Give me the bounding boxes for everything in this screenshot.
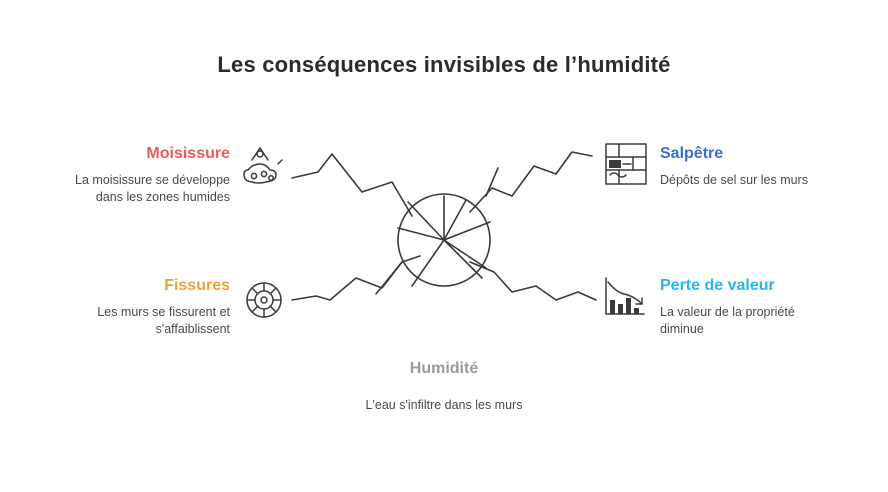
node-moisissure-description: La moisissure se développe dans les zones humides <box>75 173 230 204</box>
center-description: L'eau s'infiltre dans les murs <box>365 398 523 412</box>
center-label: Humidité <box>409 360 479 377</box>
node-moisissure-label: Moisissure <box>146 145 230 162</box>
mold-spores-icon <box>238 140 290 192</box>
node-salpetre[interactable] <box>660 144 840 189</box>
node-moisissure[interactable] <box>60 144 230 206</box>
node-perte-de-valeur-description: La valeur de la propriété diminue <box>660 305 795 336</box>
node-salpetre-label: Salpêtre <box>660 145 724 162</box>
node-salpetre-description: Dépôts de sel sur les murs <box>660 173 808 187</box>
wall-deposit-icon <box>600 138 652 190</box>
node-perte-de-valeur-label: Perte de valeur <box>660 277 775 294</box>
declining-chart-icon <box>598 270 650 322</box>
node-perte-de-valeur[interactable] <box>660 276 840 338</box>
node-fissures-description: Les murs se fissurent et s'affaiblissent <box>97 305 230 336</box>
node-fissures-label: Fissures <box>164 277 230 294</box>
node-fissures[interactable] <box>60 276 230 338</box>
page-title: Les conséquences invisibles de l’humidité <box>217 52 671 77</box>
cracked-wheel-icon <box>238 272 290 324</box>
